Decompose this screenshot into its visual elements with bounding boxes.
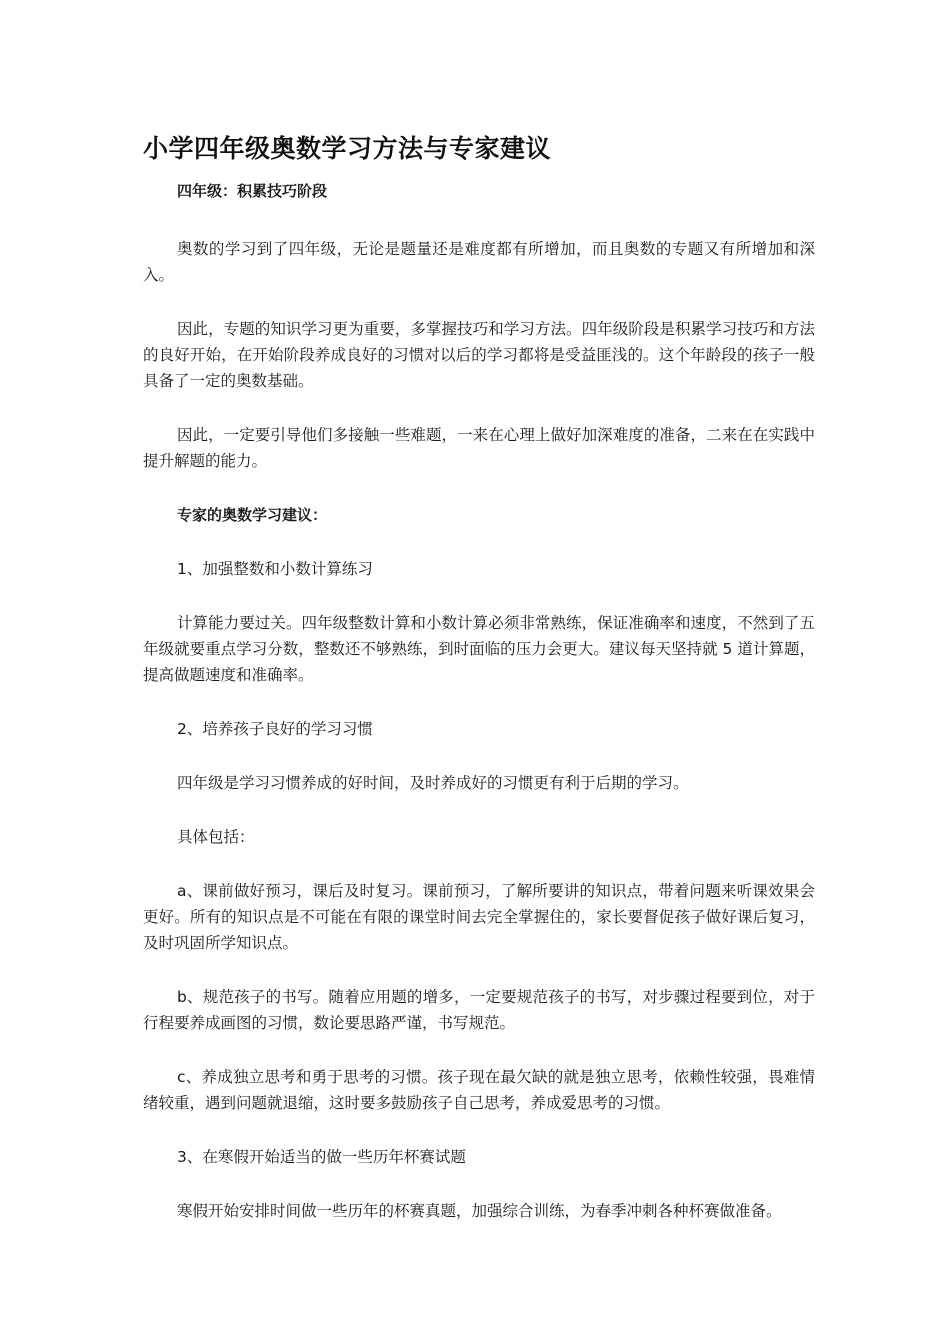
intro-paragraph-1: 奥数的学习到了四年级，无论是题量还是难度都有所增加，而且奥数的专题又有所增加和深入。 <box>143 240 815 284</box>
section-3-title: 3、在寒假开始适当的做一些历年杯赛试题 <box>177 1148 466 1166</box>
section-1-title: 1、加强整数和小数计算练习 <box>177 560 373 578</box>
habit-item-b: b、规范孩子的书写。随着应用题的增多，一定要规范孩子的书写，对步骤过程要到位，对于行程要养成画图的习惯，数论要思路严谨，书写规范。 <box>143 988 815 1032</box>
section-subtitle: 四年级：积累技巧阶段 <box>177 182 328 200</box>
advice-heading: 专家的奥数学习建议： <box>177 506 328 524</box>
page-title: 小学四年级奥数学习方法与专家建议 <box>143 134 552 163</box>
intro-paragraph-2: 因此，专题的知识学习更为重要，多掌握技巧和学习方法。四年级阶段是积累学习技巧和方法的良好开始，在开始阶段养成良好的习惯对以后的学习都将是受益匪浅的。这个年龄段的孩子一般具备了一定的奥数基础。 <box>143 320 815 390</box>
intro-paragraph-3: 因此，一定要引导他们多接触一些难题，一来在心理上做好加深难度的准备，二来在在实践中提升解题的能力。 <box>143 426 815 470</box>
section-3-body: 寒假开始安排时间做一些历年的杯赛真题，加强综合训练，为春季冲刺各种杯赛做准备。 <box>177 1202 782 1220</box>
habit-item-a: a、课前做好预习，课后及时复习。课前预习，了解所要讲的知识点，带着问题来听课效果会更好。所有的知识点是不可能在有限的课堂时间去完全掌握住的，家长要督促孩子做好课后复习，及时巩固所学知识点。 <box>143 882 815 952</box>
section-2-body: 四年级是学习习惯养成的好时间，及时养成好的习惯更有利于后期的学习。 <box>177 774 689 792</box>
section-1-body: 计算能力要过关。四年级整数计算和小数计算必须非常熟练，保证准确率和速度，不然到了五年级就要重点学习分数，整数还不够熟练，到时面临的压力会更大。建议每天坚持就 5 道计算题，提高做题速度和准确率。 <box>143 614 815 684</box>
section-2-title: 2、培养孩子良好的学习习惯 <box>177 720 373 738</box>
document-body <box>143 132 815 1252</box>
habit-item-c: c、养成独立思考和勇于思考的习惯。孩子现在最欠缺的就是独立思考，依赖性较强，畏难情绪较重，遇到问题就退缩，这时要多鼓励孩子自己思考，养成爱思考的习惯。 <box>143 1068 815 1112</box>
section-2-intro: 具体包括： <box>177 828 255 846</box>
